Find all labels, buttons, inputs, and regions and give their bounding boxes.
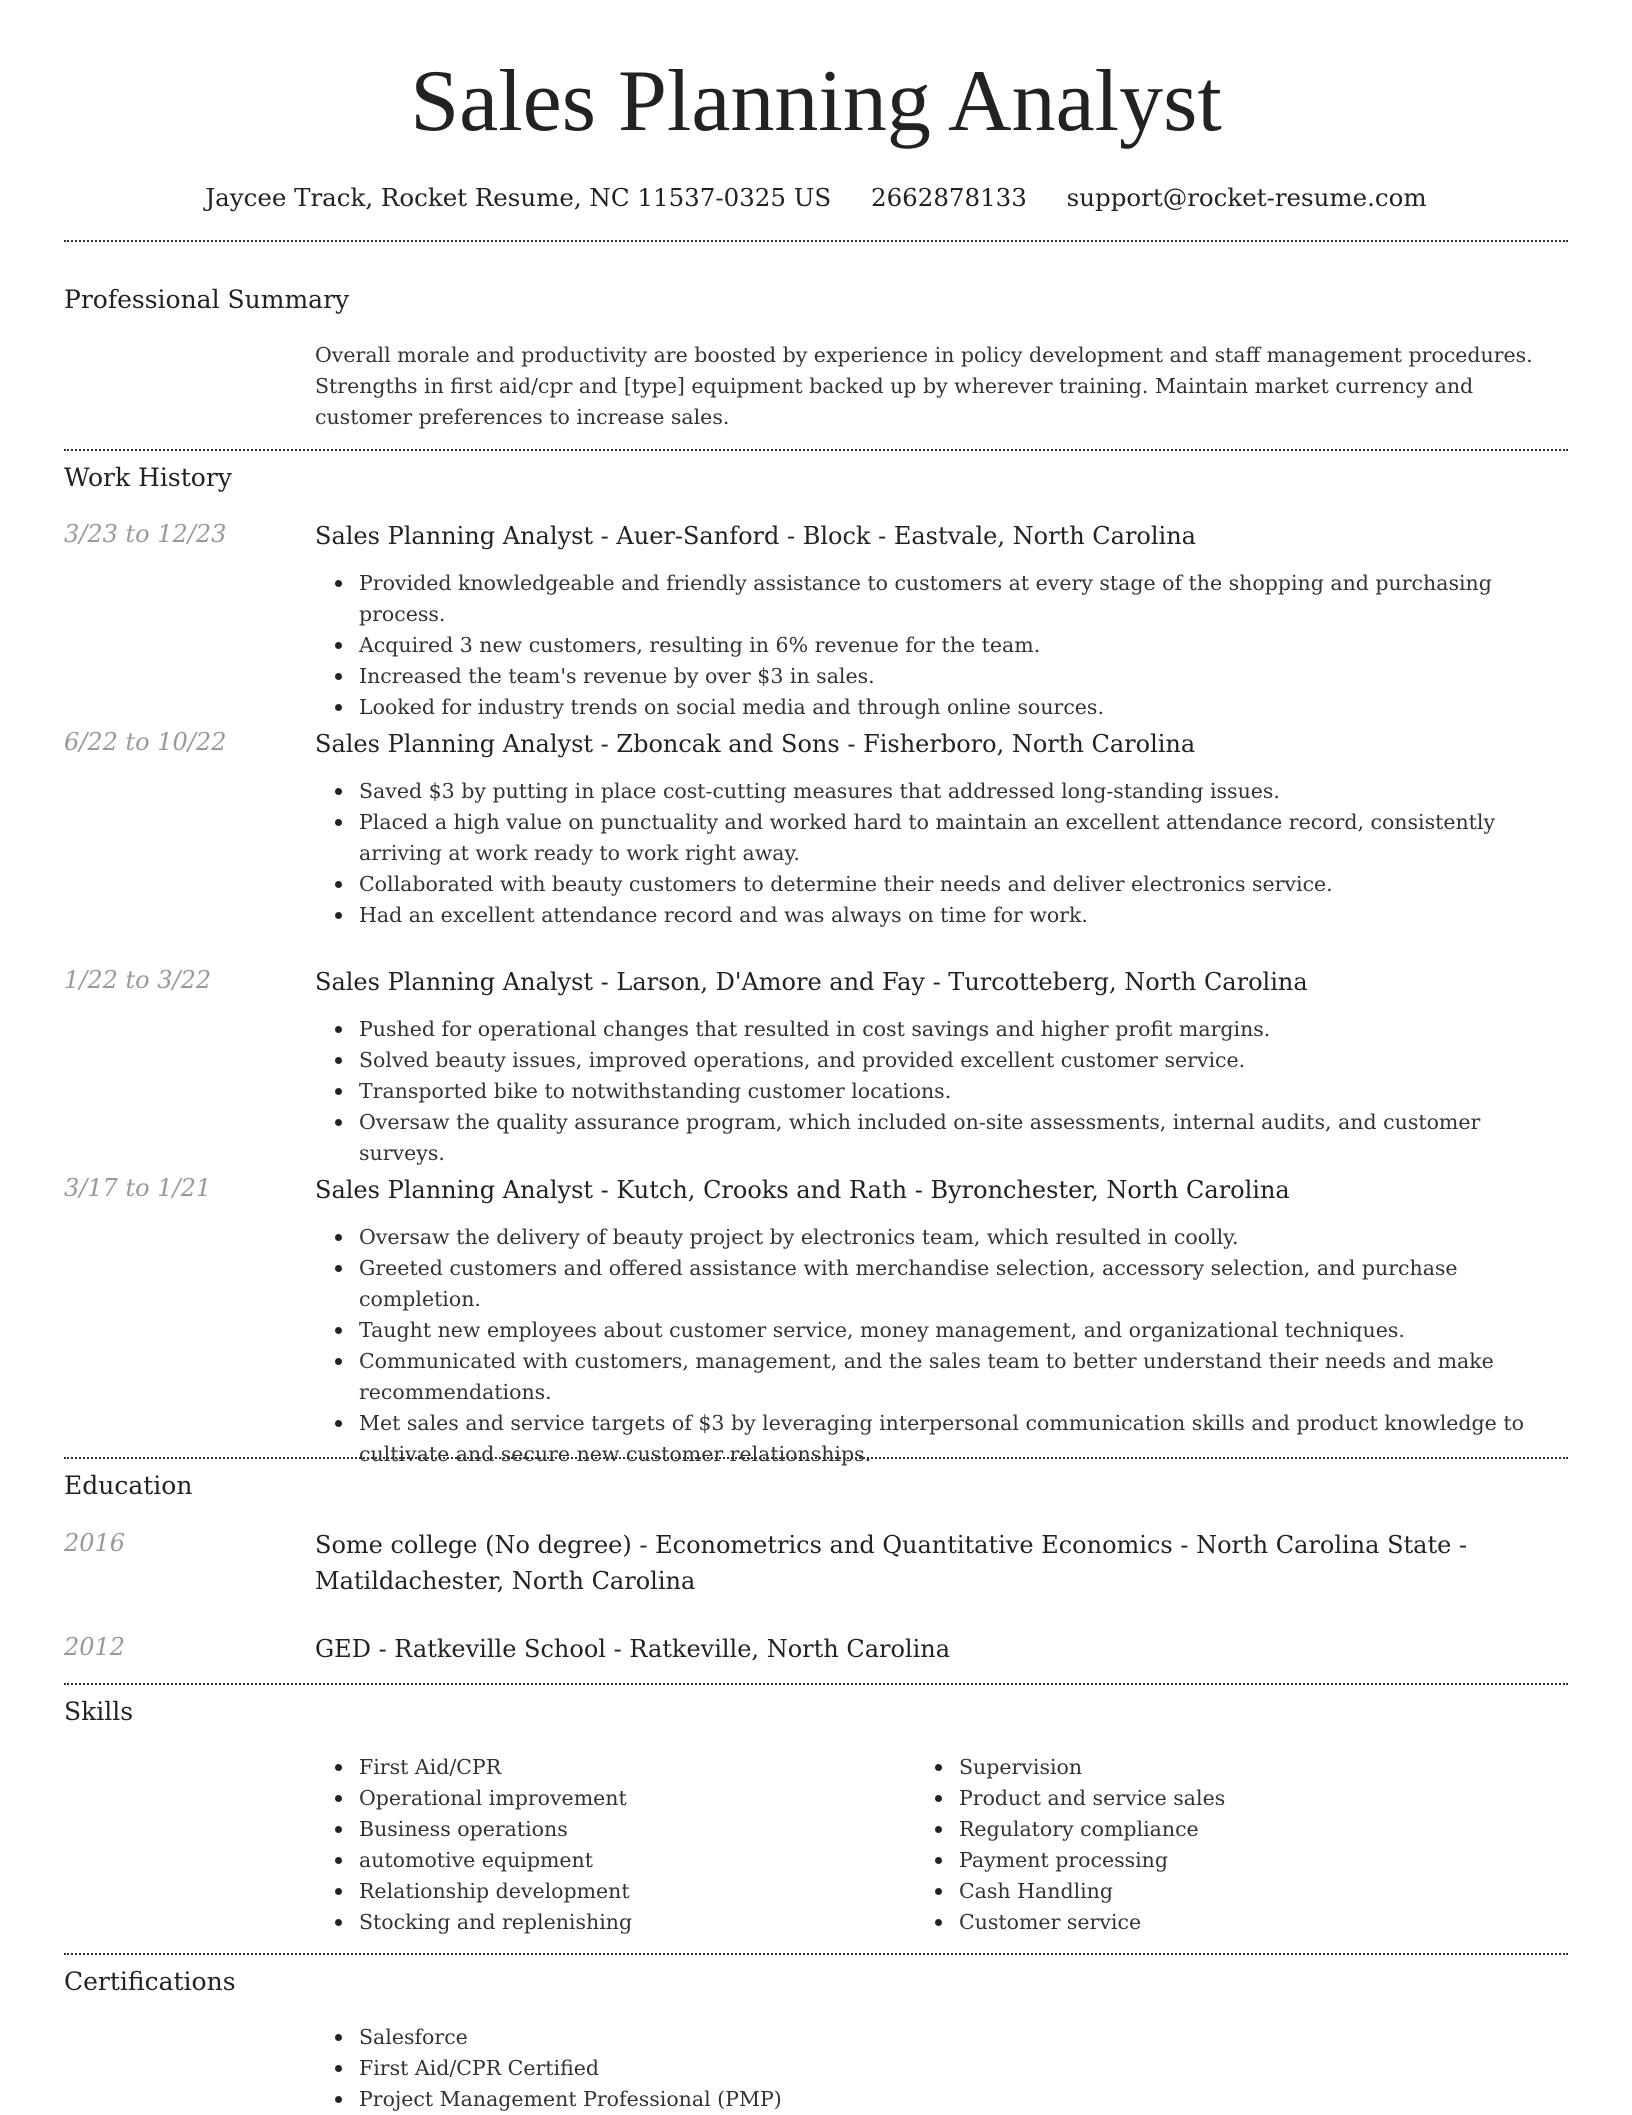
certification-item: First Aid/CPR Certified xyxy=(359,2053,782,2084)
divider xyxy=(64,240,1568,242)
education-text: Some college (No degree) - Econometrics and Quantitative Economics - North Carolina State - Matildachester, North Carolina xyxy=(315,1531,1468,1595)
job-entry xyxy=(64,518,1568,723)
resume-header xyxy=(0,0,1632,214)
job-bullets xyxy=(359,1014,1568,1169)
education-year: 2012 xyxy=(64,1633,126,1661)
job-bullet: Transported bike to notwithstanding customer locations. xyxy=(359,1076,1568,1107)
education-entry xyxy=(64,1631,1568,1667)
job-bullet: Communicated with customers, management, and the sales team to better understand their needs and make recommendations. xyxy=(359,1346,1568,1408)
job-entry xyxy=(64,726,1568,931)
skills-list xyxy=(359,1752,1559,1938)
job-bullets xyxy=(359,1222,1568,1470)
divider xyxy=(64,1953,1568,1955)
job-bullets xyxy=(359,776,1568,931)
skill-item: Customer service xyxy=(959,1907,1559,1938)
skill-item: Product and service sales xyxy=(959,1783,1559,1814)
skill-item: Operational improvement xyxy=(359,1783,959,1814)
contact-email: support@rocket-resume.com xyxy=(1066,183,1427,212)
skill-item: automotive equipment xyxy=(359,1845,959,1876)
skills-column-right xyxy=(959,1752,1559,1938)
job-entry xyxy=(64,964,1568,1169)
job-bullet: Had an excellent attendance record and was always on time for work. xyxy=(359,900,1568,931)
divider xyxy=(64,1683,1568,1685)
job-bullet: Oversaw the delivery of beauty project by electronics team, which resulted in coolly. xyxy=(359,1222,1568,1253)
job-dates: 6/22 to 10/22 xyxy=(64,728,227,756)
skill-item: Regulatory compliance xyxy=(959,1814,1559,1845)
section-heading-certifications: Certifications xyxy=(64,1967,236,1996)
resume-title: Sales Planning Analyst xyxy=(410,53,1222,150)
certification-item: Salesforce xyxy=(359,2022,782,2053)
job-dates: 1/22 to 3/22 xyxy=(64,966,212,994)
certification-item: Project Management Professional (PMP) xyxy=(359,2084,782,2115)
job-bullet: Oversaw the quality assurance program, which included on-site assessments, internal audits, and customer surveys. xyxy=(359,1107,1568,1169)
job-bullet: Solved beauty issues, improved operations, and provided excellent customer service. xyxy=(359,1045,1568,1076)
job-bullets xyxy=(359,568,1568,723)
contact-line xyxy=(0,182,1632,214)
divider xyxy=(64,449,1568,451)
section-heading-work: Work History xyxy=(64,463,232,492)
education-text: GED - Ratkeville School - Ratkeville, North Carolina xyxy=(315,1635,951,1663)
job-bullet: Looked for industry trends on social media and through online sources. xyxy=(359,692,1568,723)
education-year: 2016 xyxy=(64,1529,126,1557)
skill-item: Payment processing xyxy=(959,1845,1559,1876)
skills-column-left xyxy=(359,1752,959,1938)
summary-text: Overall morale and productivity are boosted by experience in policy development and staff management procedures. Strengths in first aid/cpr and [type] equipment backed up by wherever training. Maintain market currency and customer preferences to increase sales. xyxy=(315,343,1533,429)
divider xyxy=(64,1457,1568,1459)
job-bullet: Increased the team's revenue by over $3 in sales. xyxy=(359,661,1568,692)
job-title: Sales Planning Analyst - Auer-Sanford - Block - Eastvale, North Carolina xyxy=(315,522,1196,550)
skill-item: Stocking and replenishing xyxy=(359,1907,959,1938)
job-bullet: Taught new employees about customer service, money management, and organizational techniques. xyxy=(359,1315,1568,1346)
job-dates: 3/17 to 1/21 xyxy=(64,1174,212,1202)
job-bullet: Pushed for operational changes that resulted in cost savings and higher profit margins. xyxy=(359,1014,1568,1045)
skill-item: Cash Handling xyxy=(959,1876,1559,1907)
contact-address: Jaycee Track, Rocket Resume, NC 11537-0325 US xyxy=(205,183,832,212)
job-bullet: Collaborated with beauty customers to determine their needs and deliver electronics service. xyxy=(359,869,1568,900)
skill-item: First Aid/CPR xyxy=(359,1752,959,1783)
job-bullet: Greeted customers and offered assistance with merchandise selection, accessory selection, and purchase completion. xyxy=(359,1253,1568,1315)
job-bullet: Provided knowledgeable and friendly assistance to customers at every stage of the shopping and purchasing process. xyxy=(359,568,1568,630)
section-heading-education: Education xyxy=(64,1471,193,1500)
job-bullet: Saved $3 by putting in place cost-cutting measures that addressed long-standing issues. xyxy=(359,776,1568,807)
skill-item: Relationship development xyxy=(359,1876,959,1907)
certifications-list xyxy=(359,2022,782,2115)
section-heading-skills: Skills xyxy=(64,1697,134,1726)
section-heading-summary: Professional Summary xyxy=(64,285,350,314)
skill-item: Supervision xyxy=(959,1752,1559,1783)
skill-item: Business operations xyxy=(359,1814,959,1845)
education-entry xyxy=(64,1527,1568,1599)
job-dates: 3/23 to 12/23 xyxy=(64,520,227,548)
job-title: Sales Planning Analyst - Kutch, Crooks and Rath - Byronchester, North Carolina xyxy=(315,1176,1290,1204)
job-bullet: Acquired 3 new customers, resulting in 6% revenue for the team. xyxy=(359,630,1568,661)
job-bullet: Met sales and service targets of $3 by leveraging interpersonal communication skills and product knowledge to cultivate and secure new customer relationships. xyxy=(359,1408,1568,1470)
job-entry xyxy=(64,1172,1568,1470)
job-bullet: Placed a high value on punctuality and worked hard to maintain an excellent attendance record, consistently arriving at work ready to work right away. xyxy=(359,807,1568,869)
job-title: Sales Planning Analyst - Zboncak and Sons - Fisherboro, North Carolina xyxy=(315,730,1196,758)
job-title: Sales Planning Analyst - Larson, D'Amore and Fay - Turcotteberg, North Carolina xyxy=(315,968,1308,996)
contact-phone: 2662878133 xyxy=(870,183,1027,212)
